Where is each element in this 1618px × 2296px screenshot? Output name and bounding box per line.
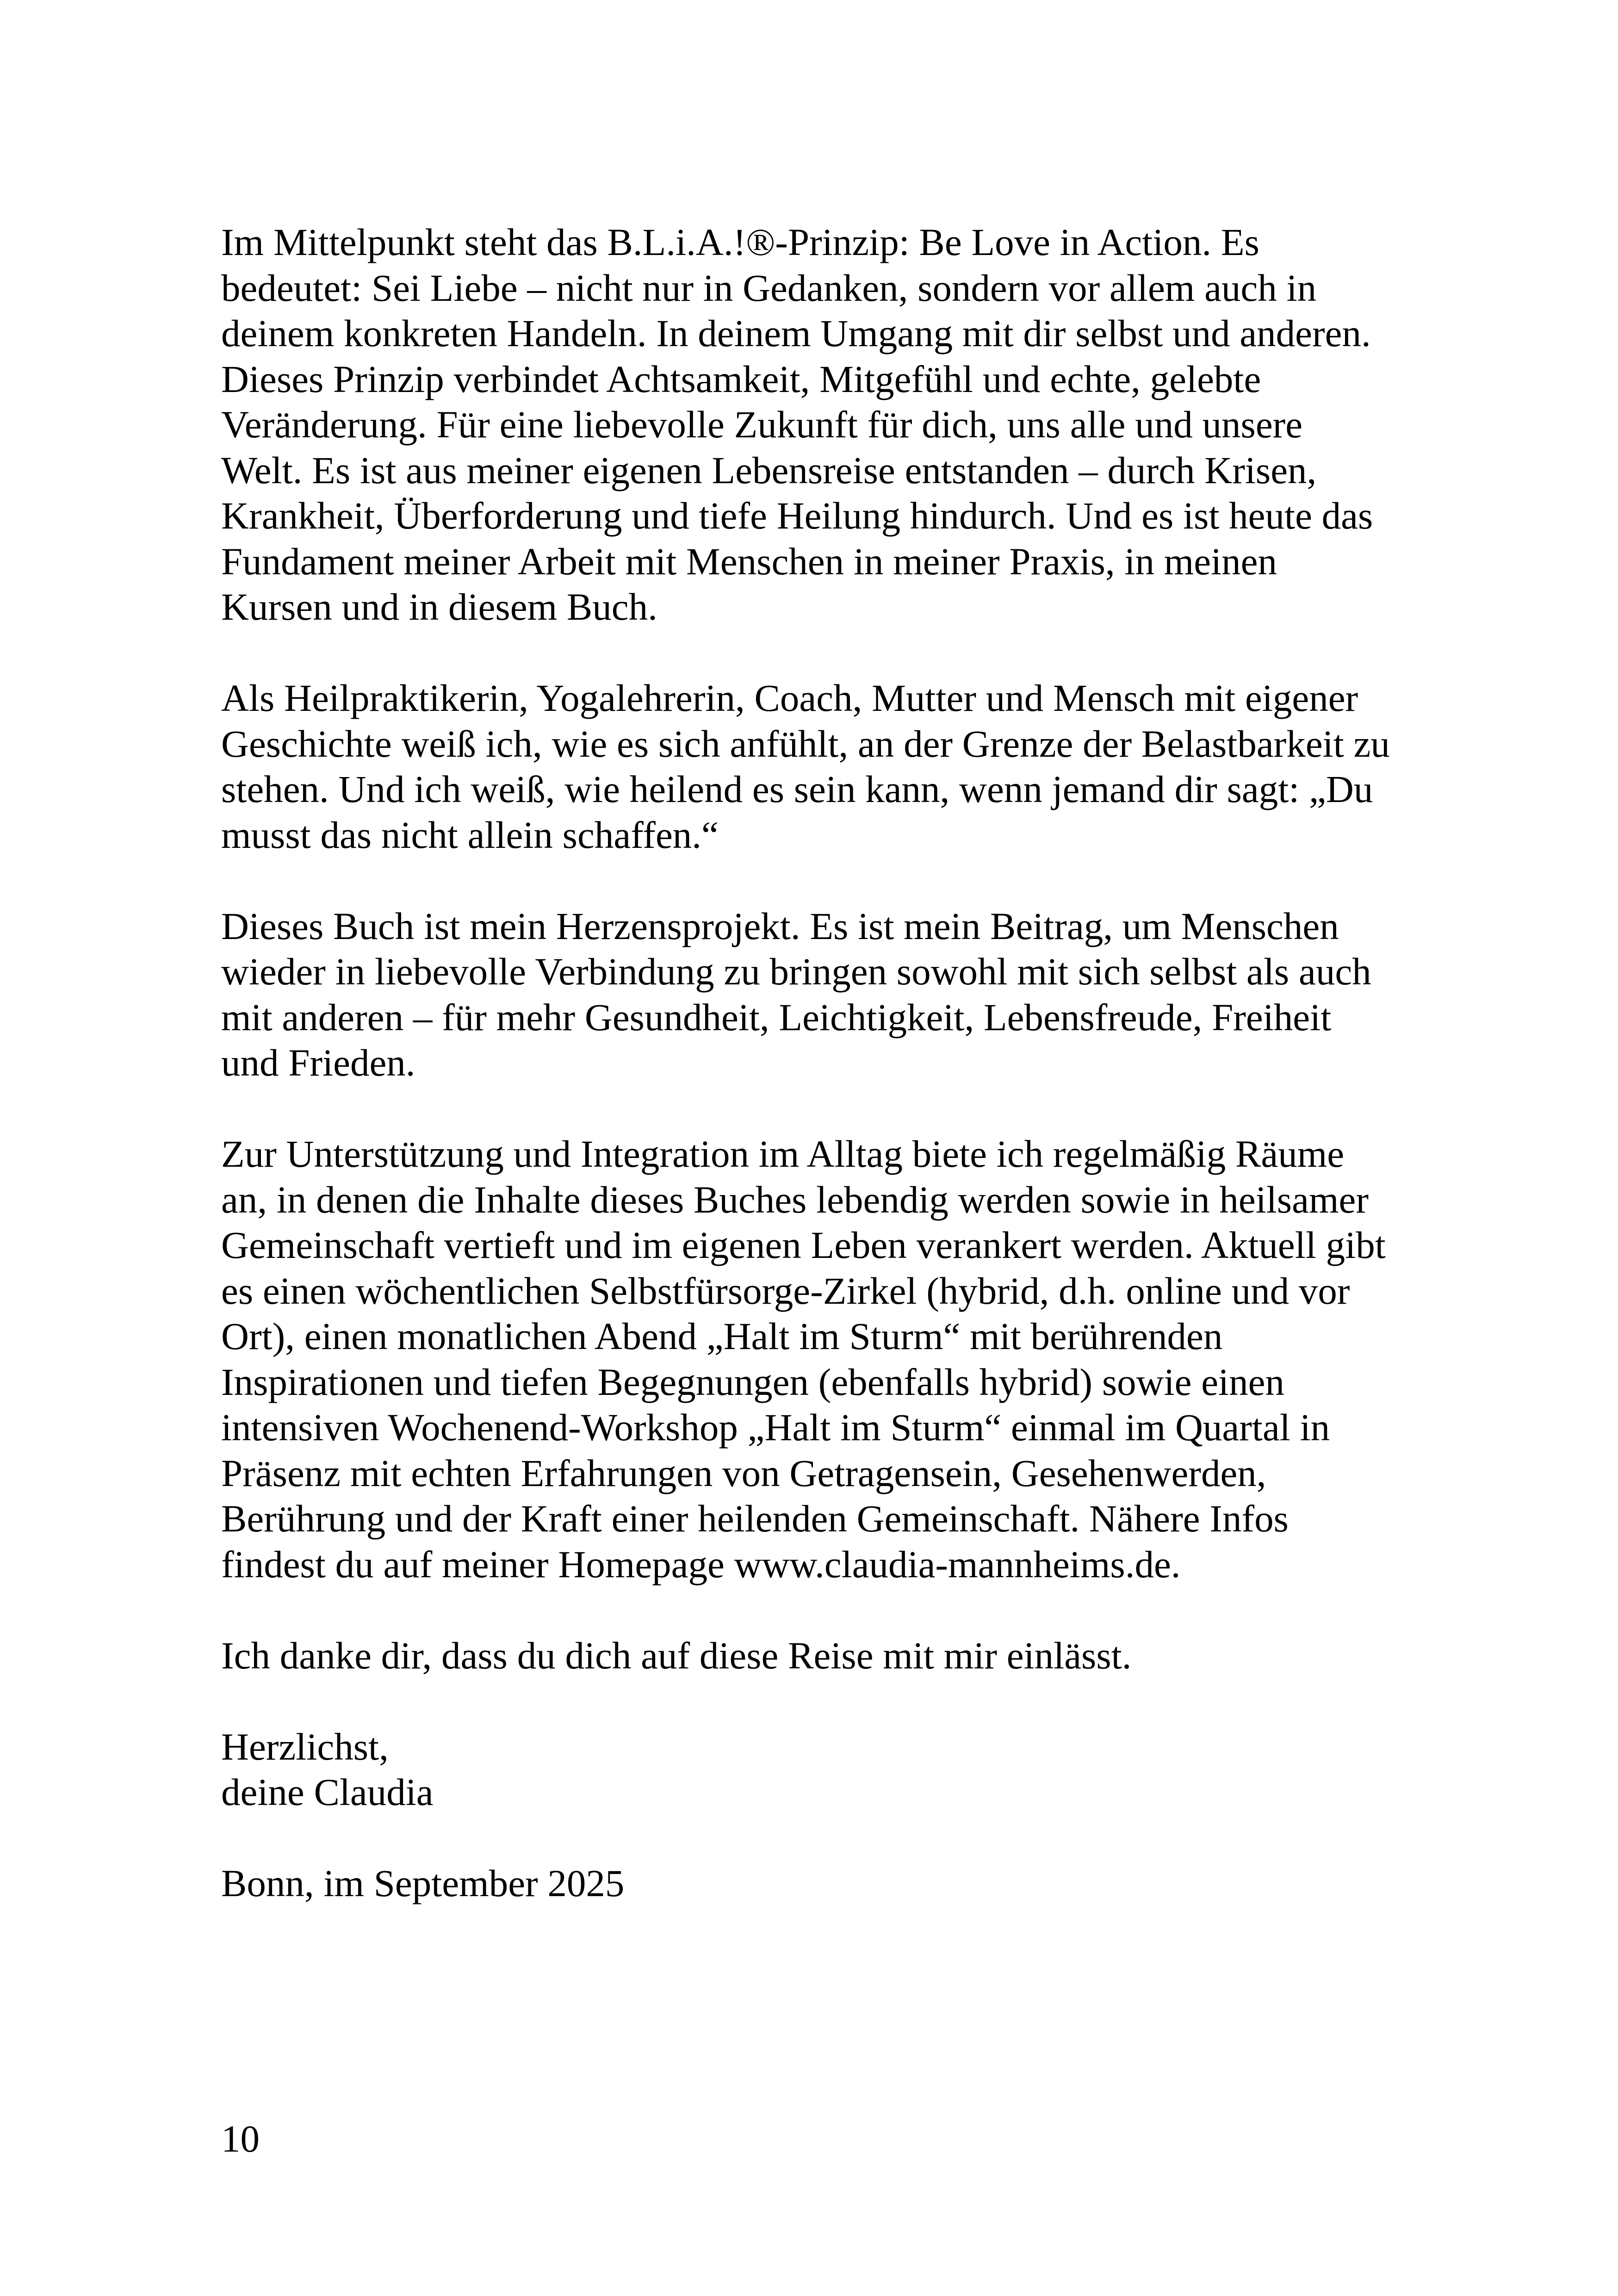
- paragraph: [221, 1633, 1390, 1679]
- text-line: Geschichte weiß ich, wie es sich anfühlt, an der Grenze der Belastbarkeit zu: [221, 722, 1390, 765]
- body-text: [221, 219, 1390, 1952]
- text-line: mit anderen – für mehr Gesundheit, Leichtigkeit, Lebensfreude, Freiheit: [221, 996, 1332, 1039]
- text-line: Gemeinschaft vertieft und im eigenen Leben verankert werden. Aktuell gibt: [221, 1224, 1386, 1266]
- paragraph: [221, 1131, 1390, 1587]
- text-line: wieder in liebevolle Verbindung zu bringen sowohl mit sich selbst als auch: [221, 950, 1371, 993]
- text-line: Veränderung. Für eine liebevolle Zukunft für dich, uns alle und unsere: [221, 403, 1303, 446]
- text-line: Welt. Es ist aus meiner eigenen Lebensreise entstanden – durch Krisen,: [221, 448, 1317, 492]
- text-line: Herzlichst,: [221, 1725, 389, 1768]
- paragraph: [221, 219, 1390, 630]
- text-line: Ich danke dir, dass du dich auf diese Reise mit mir einlässt.: [221, 1634, 1132, 1677]
- text-line: stehen. Und ich weiß, wie heilend es sein kann, wenn jemand dir sagt: „Du: [221, 768, 1373, 810]
- paragraph: [221, 903, 1390, 1086]
- text-line: es einen wöchentlichen Selbstfürsorge-Zirkel (hybrid, d.h. online und vor: [221, 1269, 1350, 1312]
- text-line: Kursen und in diesem Buch.: [221, 585, 657, 628]
- text-line: bedeutet: Sei Liebe – nicht nur in Gedanken, sondern vor allem auch in: [221, 266, 1317, 309]
- text-line: Präsenz mit echten Erfahrungen von Getragensein, Gesehenwerden,: [221, 1451, 1266, 1494]
- text-line: findest du auf meiner Homepage www.claudia-mannheims.de.: [221, 1543, 1181, 1586]
- text-line: Dieses Prinzip verbindet Achtsamkeit, Mitgefühl und echte, gelebte: [221, 357, 1261, 400]
- page-number: 10: [221, 2117, 260, 2160]
- text-line: Ort), einen monatlichen Abend „Halt im Sturm“ mit berührenden: [221, 1315, 1223, 1357]
- text-line: und Frieden.: [221, 1041, 415, 1084]
- text-line: an, in denen die Inhalte dieses Buches lebendig werden sowie in heilsamer: [221, 1178, 1369, 1221]
- text-line: deinem konkreten Handeln. In deinem Umgang mit dir selbst und anderen.: [221, 312, 1371, 355]
- text-line: Krankheit, Überforderung und tiefe Heilung hindurch. Und es ist heute das: [221, 494, 1373, 537]
- paragraph: [221, 1724, 1390, 1815]
- text-line: Fundament meiner Arbeit mit Menschen in meiner Praxis, in meinen: [221, 540, 1277, 583]
- text-line: Zur Unterstützung und Integration im Alltag biete ich regelmäßig Räume: [221, 1132, 1345, 1175]
- paragraph: [221, 1860, 1390, 1906]
- text-line: Dieses Buch ist mein Herzensprojekt. Es ist mein Beitrag, um Menschen: [221, 904, 1339, 947]
- text-line: Als Heilpraktikerin, Yogalehrerin, Coach, Mutter und Mensch mit eigener: [221, 677, 1358, 719]
- text-line: Inspirationen und tiefen Begegnungen (ebenfalls hybrid) sowie einen: [221, 1360, 1284, 1403]
- text-line: intensiven Wochenend-Workshop „Halt im Sturm“ einmal im Quartal in: [221, 1406, 1330, 1449]
- text-line: Im Mittelpunkt steht das B.L.i.A.!®-Prinzip: Be Love in Action. Es: [221, 221, 1259, 263]
- text-line: Bonn, im September 2025: [221, 1862, 625, 1904]
- paragraph: [221, 675, 1390, 858]
- text-line: Berührung und der Kraft einer heilenden Gemeinschaft. Nähere Infos: [221, 1497, 1289, 1540]
- text-line: deine Claudia: [221, 1771, 434, 1813]
- text-line: musst das nicht allein schaffen.“: [221, 813, 719, 856]
